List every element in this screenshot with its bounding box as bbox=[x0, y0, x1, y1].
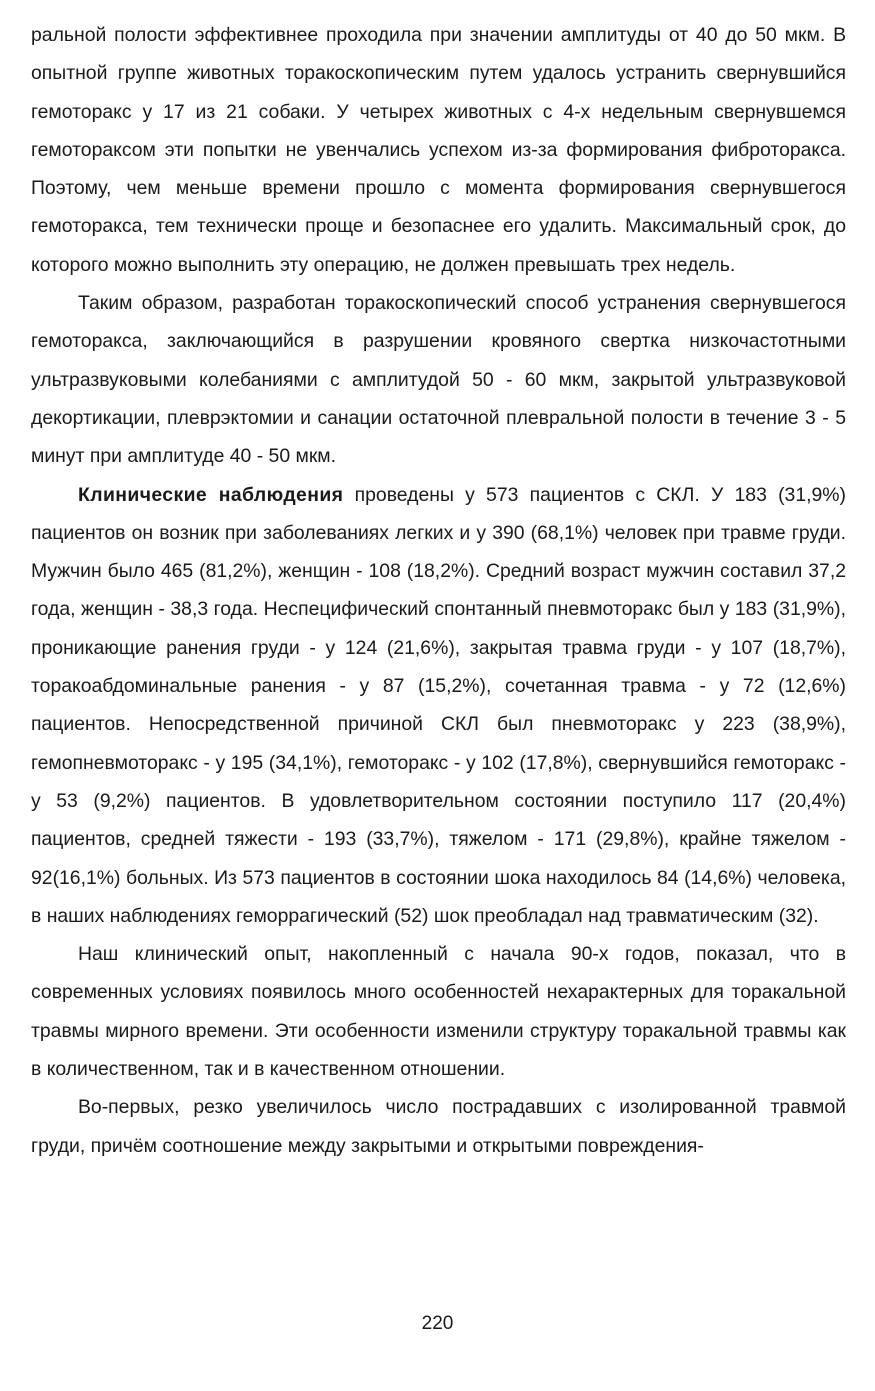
page-number: 220 bbox=[421, 1313, 454, 1334]
paragraph-clinical-observations bbox=[31, 476, 846, 936]
paragraph-summary: Таким образом, разработан торакоскопический способ устранения свернувшегося гемоторакса, заключающийся в разрушении кровяного свертка низкочастотными ультразвуковыми колебаниями с амплитудой 50 - 60 мкм, закрытой ультразвуковой декортикации, плеврэктомии и санации остаточной плевральной полости в течение 3 - 5 минут при амплитуде 40 - 50 мкм. bbox=[31, 292, 846, 468]
paragraph-clinical-experience: Наш клинический опыт, накопленный с начала 90-х годов, показал, что в современных условиях появилось много особенностей нехарактерных для торакальной травмы мирного времени. Эти особенности изменили структуру торакальной травмы как в количественном, так и в качественном отношении. bbox=[31, 943, 846, 1081]
paragraph-clinical-text: проведены у 573 пациентов с СКЛ. У 183 (31,9%) пациентов он возник при заболеваниях легких и у 390 (68,1%) человек при травме груди. Мужчин было 465 (81,2%), женщин - 108 (18,2%). Средний возраст мужчин составил 37,2 года, женщин - 38,3 года. Неспецифический спонтанный пневмоторакс был у 183 (31,9%), проникающие ранения груди - у 124 (21,6%), закрытая травма груди - у 107 (18,7%), торакоабдоминальные ранения - у 87 (15,2%), сочетанная травма - у 72 (12,6%) пациентов. Непосредственной причиной СКЛ был пневмоторакс у 223 (38,9%), гемопневмоторакс - у 195 (34,1%), гемоторакс - у 102 (17,8%), свернувшийся гемоторакс - у 53 (9,2%) пациентов. В удовлетворительном состоянии поступило 117 (20,4%) пациентов, средней тяжести - 193 (33,7%), тяжелом - 171 (29,8%), крайне тяжелом - 92(16,1%) больных. Из 573 пациентов в состоянии шока находилось 84 (14,6%) человека, в наших наблюдениях геморрагический (52) шок преобладал над травматическим (32). bbox=[31, 483, 846, 927]
paragraph-continuation: ральной полости эффективнее проходила при значении амплитуды от 40 до 50 мкм. В опытной группе животных торакоскопическим путем удалось устранить свернувшийся гемоторакс у 17 из 21 собаки. У четырех животных с 4-х недельным свернувшемся гемотораксом эти попытки не увенчались успехом из-за формирования фиброторакса. Поэтому, чем меньше времени прошло с момента формирования свернувшегося гемоторакса, тем технически проще и безопаснее его удалить. Максимальный срок, до которого можно выполнить эту операцию, не должен превышать трех недель. bbox=[31, 24, 846, 276]
paragraph-firstly: Во-первых, резко увеличилось число пострадавших с изолированной травмой груди, причём соотношение между закрытыми и открытыми повреждения- bbox=[31, 1096, 846, 1157]
page-body-text bbox=[31, 16, 846, 1165]
section-heading-inline: Клинические наблюдения bbox=[78, 483, 344, 506]
